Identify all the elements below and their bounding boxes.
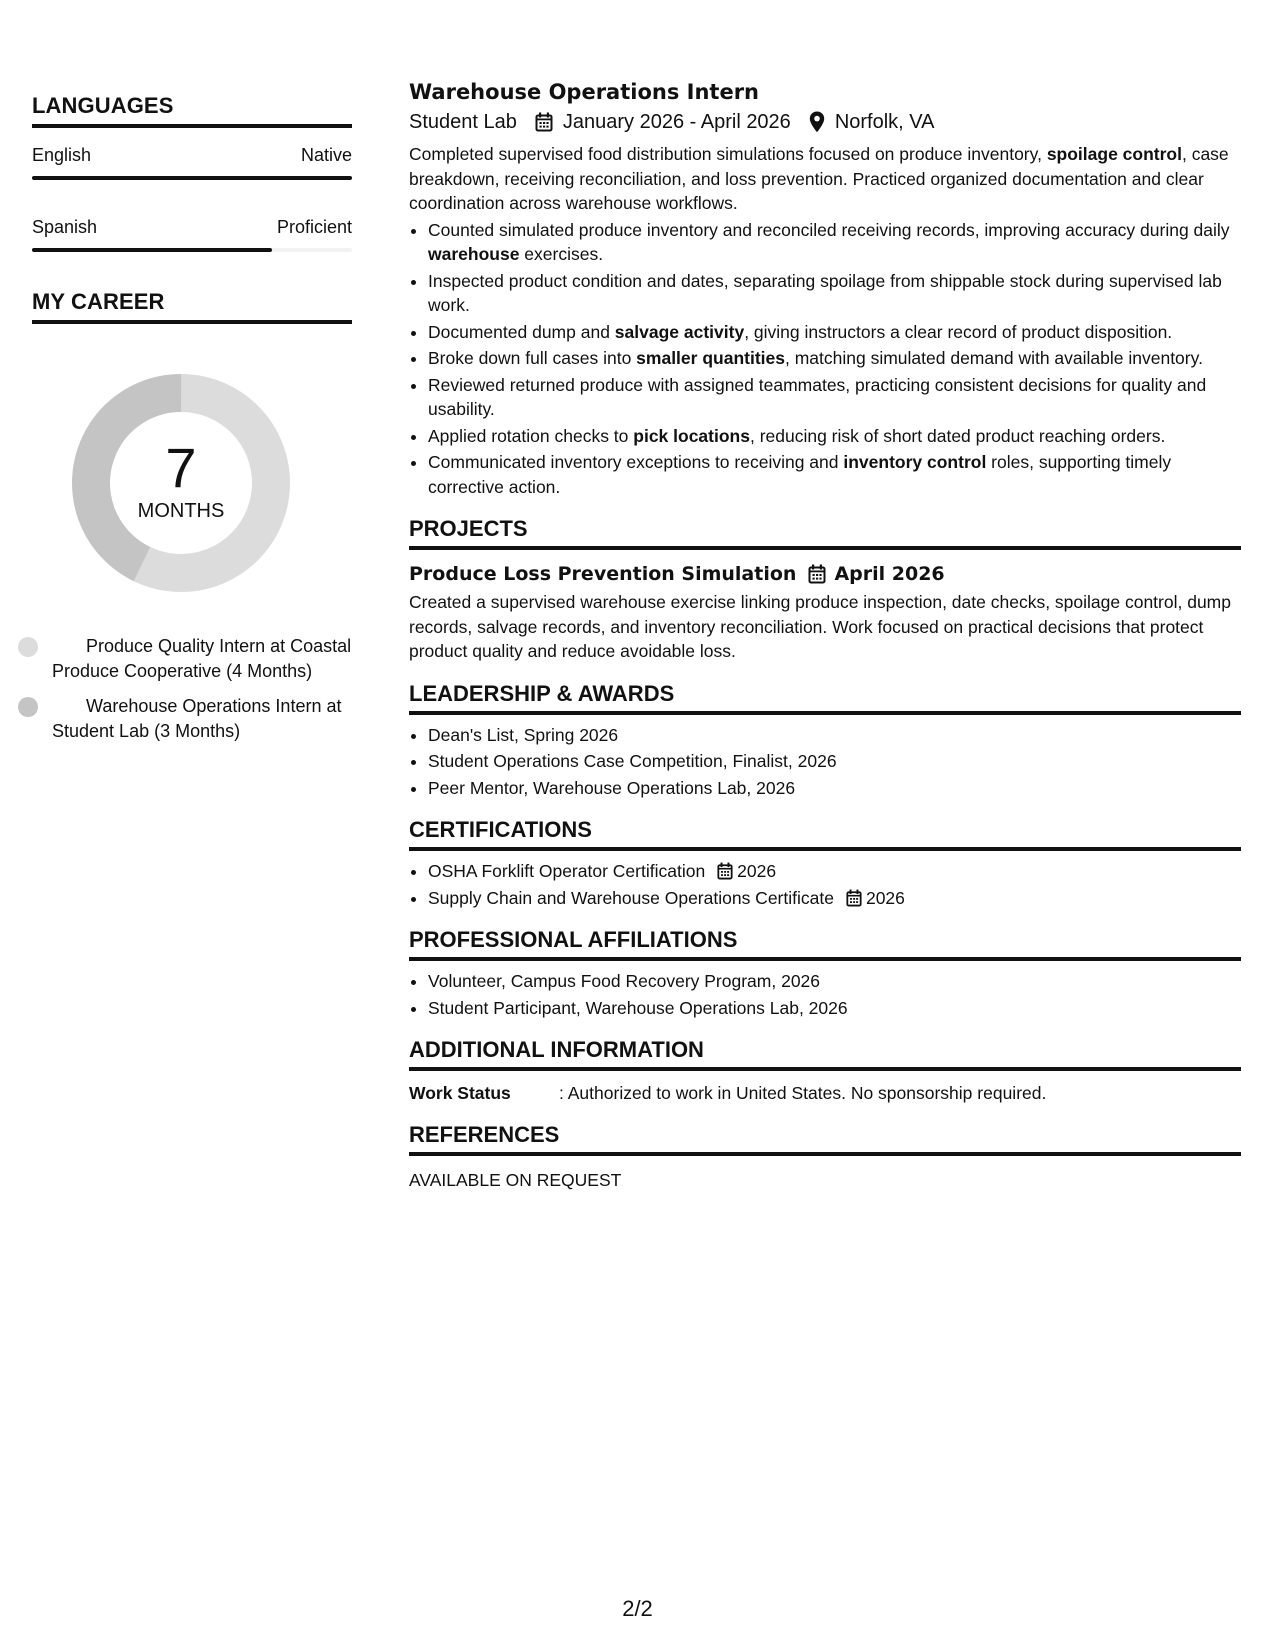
certifications-list bbox=[409, 859, 1241, 910]
leadership-item: • Dean's List, Spring 2026 bbox=[428, 723, 1241, 748]
affiliation-item: • Student Participant, Warehouse Operations Lab, 2026 bbox=[428, 996, 1241, 1021]
text-run: Completed supervised food distribution simulations focused on produce inventory, bbox=[409, 144, 1047, 164]
additional-section bbox=[409, 1036, 1241, 1105]
right-column bbox=[409, 78, 1241, 1192]
career-legend bbox=[32, 634, 352, 744]
career-donut-chart bbox=[66, 368, 296, 598]
bold-text: pick locations bbox=[633, 425, 750, 446]
bold-text: warehouse bbox=[428, 244, 520, 264]
leadership-heading: LEADERSHIP & AWARDS bbox=[409, 680, 1241, 715]
bold-text: salvage activity bbox=[614, 321, 745, 342]
job-company: Student Lab bbox=[409, 111, 517, 133]
language-item bbox=[32, 144, 352, 180]
text-run: Applied rotation checks to bbox=[428, 425, 634, 446]
text-run: , reducing risk of short dated product reaching orders. bbox=[749, 425, 1166, 446]
affiliations-heading: PROFESSIONAL AFFILIATIONS bbox=[409, 926, 1241, 961]
project-title-row bbox=[409, 560, 1241, 588]
language-item bbox=[32, 216, 352, 252]
certifications-heading: CERTIFICATIONS bbox=[409, 816, 1241, 851]
job-bullet bbox=[428, 346, 1241, 371]
additional-heading: ADDITIONAL INFORMATION bbox=[409, 1036, 1241, 1071]
certification-item bbox=[428, 859, 1241, 884]
page-number: 2/2 bbox=[622, 1596, 653, 1621]
certification-year: 2026 bbox=[737, 861, 777, 881]
career-donut-center bbox=[66, 368, 296, 598]
calendar-icon bbox=[717, 862, 733, 880]
language-level: Proficient bbox=[276, 217, 352, 237]
career-heading: MY CAREER bbox=[32, 288, 352, 324]
job-bullets bbox=[409, 218, 1241, 500]
career-legend-label: Produce Quality Intern at Coastal Produce Cooperative (4 Months) bbox=[52, 636, 352, 681]
job-bullet bbox=[428, 373, 1241, 422]
projects-section bbox=[409, 515, 1241, 664]
job-bullet bbox=[428, 269, 1241, 318]
leadership-list bbox=[409, 723, 1241, 801]
languages-list bbox=[32, 144, 352, 252]
language-level: Native bbox=[300, 145, 352, 165]
references-text: AVAILABLE ON REQUEST bbox=[409, 1170, 622, 1190]
affiliations-section bbox=[409, 926, 1241, 1020]
text-run: Counted simulated produce inventory and reconciled receiving records, improving accuracy during daily bbox=[428, 219, 1230, 240]
language-proficiency-fill bbox=[32, 248, 272, 252]
location-pin-icon bbox=[809, 111, 825, 133]
experience-entry bbox=[409, 78, 1241, 499]
leadership-item: • Student Operations Case Competition, Finalist, 2026 bbox=[428, 749, 1241, 774]
text-run: , case breakdown, receiving reconciliation, and loss prevention. Practiced organized documentation and clear coordination across warehouse workflows. bbox=[409, 144, 1229, 213]
text-run: , giving instructors a clear record of product disposition. bbox=[744, 321, 1173, 342]
leadership-item: • Peer Mentor, Warehouse Operations Lab, 2026 bbox=[428, 776, 1241, 801]
language-proficiency-fill bbox=[32, 176, 352, 180]
language-name: Spanish bbox=[32, 217, 98, 237]
text-run: Reviewed returned produce with assigned teammates, practicing consistent decisions for quality and usability. bbox=[428, 374, 1207, 419]
bold-text: inventory control bbox=[843, 452, 987, 472]
work-status-value: : Authorized to work in United States. No sponsorship required. bbox=[559, 1083, 1047, 1103]
legend-dot bbox=[18, 637, 38, 657]
job-title: Warehouse Operations Intern bbox=[409, 80, 759, 104]
text-run: , matching simulated demand with available inventory. bbox=[784, 348, 1203, 368]
job-summary bbox=[409, 142, 1241, 216]
certifications-section bbox=[409, 816, 1241, 910]
references-section bbox=[409, 1121, 1241, 1192]
project-date: April 2026 bbox=[834, 563, 945, 585]
job-meta bbox=[409, 108, 1241, 136]
calendar-icon bbox=[808, 564, 826, 584]
affiliation-item: • Volunteer, Campus Food Recovery Program, 2026 bbox=[428, 969, 1241, 994]
job-bullet bbox=[428, 218, 1241, 267]
certification-name: • Supply Chain and Warehouse Operations Certificate bbox=[428, 887, 834, 908]
certification-item bbox=[428, 886, 1241, 911]
text-run: Documented dump and bbox=[428, 321, 615, 342]
leadership-section bbox=[409, 680, 1241, 801]
bold-text: spoilage control bbox=[1046, 144, 1182, 164]
job-bullet bbox=[428, 450, 1241, 499]
text-run: roles, supporting timely corrective action. bbox=[428, 452, 1172, 497]
career-section bbox=[32, 288, 352, 744]
text-run: Broke down full cases into bbox=[428, 348, 637, 368]
bold-text: smaller quantities bbox=[636, 348, 785, 368]
job-bullet bbox=[428, 320, 1241, 345]
career-total-unit: MONTHS bbox=[137, 500, 225, 522]
job-location: Norfolk, VA bbox=[834, 111, 935, 133]
references-heading: REFERENCES bbox=[409, 1121, 1241, 1156]
language-proficiency-bar bbox=[32, 248, 352, 252]
career-legend-item bbox=[52, 694, 352, 744]
certification-name: • OSHA Forklift Operator Certification bbox=[428, 861, 706, 881]
languages-heading: LANGUAGES bbox=[32, 92, 352, 128]
calendar-icon bbox=[535, 112, 553, 132]
job-dates: January 2026 - April 2026 bbox=[562, 111, 791, 133]
project-title: Produce Loss Prevention Simulation bbox=[409, 563, 797, 585]
legend-dot bbox=[18, 697, 38, 717]
text-run: Communicated inventory exceptions to receiving and bbox=[428, 452, 844, 472]
job-bullet bbox=[428, 424, 1241, 449]
text-run: exercises. bbox=[519, 244, 604, 264]
certification-year: 2026 bbox=[865, 887, 905, 908]
work-status-row bbox=[409, 1081, 1241, 1105]
work-status-label: Work Status bbox=[409, 1083, 511, 1103]
text-run: Inspected product condition and dates, separating spoilage from shippable stock during supervised lab work. bbox=[428, 270, 1222, 315]
left-column bbox=[32, 92, 352, 754]
calendar-icon bbox=[846, 889, 862, 907]
career-total-value: 7 bbox=[165, 436, 197, 499]
projects-heading: PROJECTS bbox=[409, 515, 1241, 550]
language-proficiency-bar bbox=[32, 176, 352, 180]
project-description: Created a supervised warehouse exercise linking produce inspection, date checks, spoilage control, dump records, salvage records, and inventory reconciliation. Work focused on practical decisions that protect product quality and reduce avoidable loss. bbox=[409, 592, 1231, 661]
language-name: English bbox=[32, 145, 92, 165]
affiliations-list bbox=[409, 969, 1241, 1020]
career-legend-item bbox=[52, 634, 352, 684]
career-legend-label: Warehouse Operations Intern at Student Lab (3 Months) bbox=[52, 696, 342, 741]
languages-section bbox=[32, 92, 352, 252]
